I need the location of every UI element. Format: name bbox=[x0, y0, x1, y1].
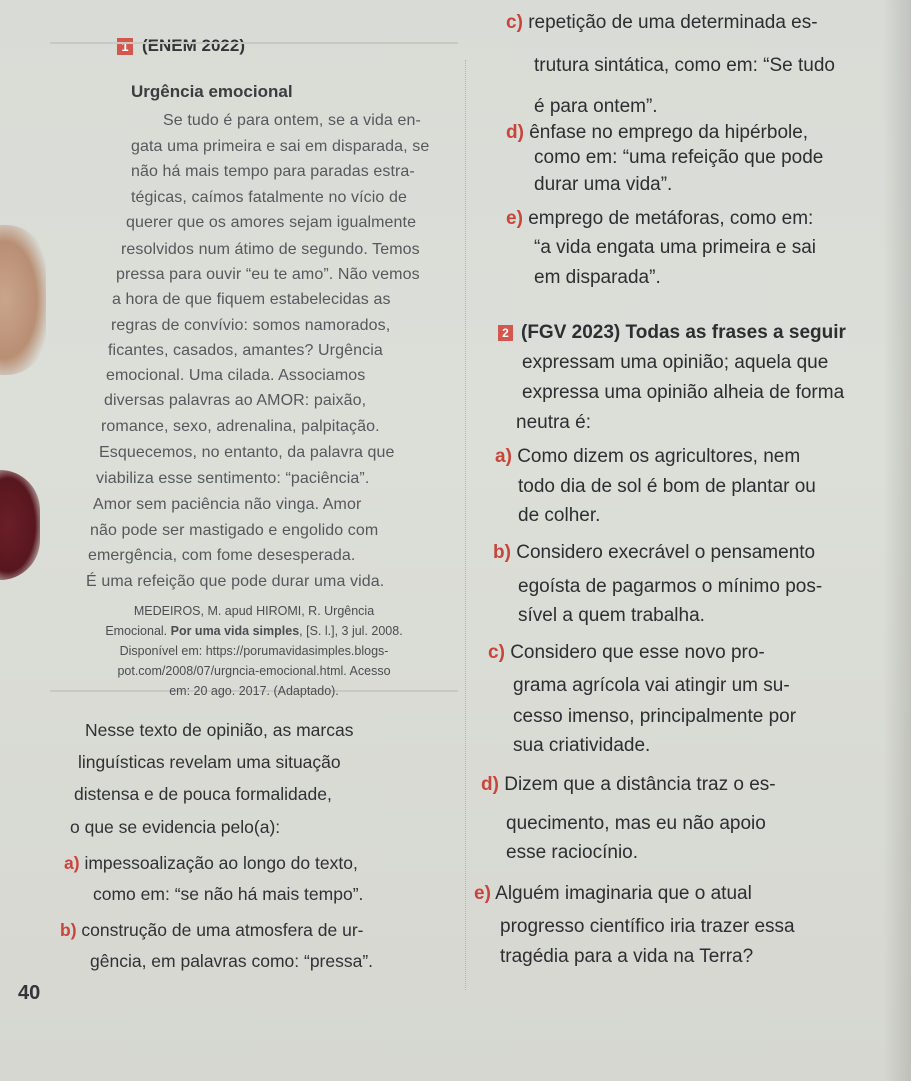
reading-line: não há mais tempo para paradas estra- bbox=[131, 163, 415, 180]
option-c-continuation: trutura sintática, como em: “Se tudo bbox=[534, 55, 835, 76]
page-number: 40 bbox=[18, 982, 41, 1004]
option-a[interactable]: a) impessoalização ao longo do texto, bbox=[64, 853, 358, 873]
option-d-continuation: como em: “uma refeição que pode bbox=[534, 147, 824, 168]
reading-line: não pode ser mastigado e engolido com bbox=[90, 522, 379, 539]
option-b-continuation: gência, em palavras como: “pressa”. bbox=[90, 951, 374, 971]
question-stem-line: distensa e de pouca formalidade, bbox=[74, 784, 332, 804]
option-a-continuation: todo dia de sol é bom de plantar ou bbox=[518, 476, 816, 497]
reading-line: a hora de que fiquem estabelecidas as bbox=[112, 291, 391, 308]
option-c-continuation: é para ontem”. bbox=[534, 96, 658, 117]
option-e-continuation: progresso científico iria trazer essa bbox=[500, 916, 795, 937]
citation-line: Emocional. Por uma vida simples, [S. l.], 3 jul. 2008. bbox=[105, 624, 403, 638]
reading-line: emergência, com fome desesperada. bbox=[88, 547, 356, 564]
option-d-continuation: quecimento, mas eu não apoio bbox=[506, 813, 766, 834]
column-divider bbox=[465, 60, 466, 990]
option-a-continuation: de colher. bbox=[518, 505, 601, 526]
option-a-continuation: como em: “se não há mais tempo”. bbox=[93, 884, 364, 904]
option-d-continuation: esse raciocínio. bbox=[506, 842, 639, 863]
page-edge-shadow bbox=[883, 0, 911, 1081]
question-stem-line: o que se evidencia pelo(a): bbox=[70, 817, 281, 837]
option-b-continuation: sível a quem trabalha. bbox=[518, 605, 705, 626]
reading-line: Se tudo é para ontem, se a vida en- bbox=[163, 112, 421, 129]
option-c[interactable]: c) Considero que esse novo pro- bbox=[488, 642, 765, 663]
option-b[interactable]: b) Considero execrável o pensamento bbox=[493, 542, 816, 563]
reading-line: emocional. Uma cilada. Associamos bbox=[106, 367, 366, 384]
option-d-continuation: durar uma vida”. bbox=[534, 174, 673, 195]
question-stem-line: expressa uma opinião alheia de forma bbox=[522, 382, 845, 403]
option-b-continuation: egoísta de pagarmos o mínimo pos- bbox=[518, 576, 823, 597]
reading-line: romance, sexo, adrenalina, palpitação. bbox=[101, 418, 380, 435]
reading-line: ficantes, casados, amantes? Urgência bbox=[108, 342, 383, 359]
citation-line: em: 20 ago. 2017. (Adaptado). bbox=[169, 684, 339, 698]
option-d[interactable]: d) ênfase no emprego da hipérbole, bbox=[506, 122, 809, 143]
question-stem-line: expressam uma opinião; aquela que bbox=[522, 352, 829, 373]
option-d[interactable]: d) Dizem que a distância traz o es- bbox=[481, 774, 776, 795]
reading-line: diversas palavras ao AMOR: paixão, bbox=[104, 392, 367, 409]
option-c-continuation: cesso imenso, principalmente por bbox=[513, 706, 797, 727]
question-number-badge: 1 bbox=[117, 38, 133, 55]
reading-line: É uma refeição que pode durar uma vida. bbox=[86, 573, 385, 590]
option-c-continuation: sua criatividade. bbox=[513, 735, 651, 756]
reading-line: tégicas, caímos fatalmente no vício de bbox=[131, 189, 407, 206]
reading-title: Urgência emocional bbox=[131, 82, 293, 101]
question-source: (ENEM 2022) bbox=[142, 36, 245, 55]
reading-line: Amor sem paciência não vinga. Amor bbox=[93, 496, 362, 513]
question-2-title: (FGV 2023) Todas as frases a seguir bbox=[521, 322, 846, 343]
citation-line: pot.com/2008/07/urgncia-emocional.html. Acesso bbox=[117, 664, 391, 678]
question-stem-line: linguísticas revelam uma situação bbox=[78, 752, 341, 772]
citation-line: MEDEIROS, M. apud HIROMI, R. Urgência bbox=[133, 604, 375, 618]
option-c-continuation: grama agrícola vai atingir um su- bbox=[513, 675, 790, 696]
reading-line: regras de convívio: somos namorados, bbox=[111, 317, 391, 334]
question-2-header bbox=[498, 322, 846, 344]
option-e[interactable]: e) emprego de metáforas, como em: bbox=[506, 208, 814, 229]
option-c[interactable]: c) repetição de uma determinada es- bbox=[506, 12, 818, 33]
reading-line: pressa para ouvir “eu te amo”. Não vemos bbox=[116, 266, 420, 283]
finger-thumb bbox=[0, 225, 46, 375]
option-e[interactable]: e) Alguém imaginaria que o atual bbox=[474, 883, 752, 904]
finger-nail bbox=[0, 470, 40, 580]
question-number-badge: 2 bbox=[498, 325, 513, 341]
reading-line: Esquecemos, no entanto, da palavra que bbox=[99, 444, 395, 461]
reading-line: resolvidos num átimo de segundo. Temos bbox=[121, 241, 420, 258]
reading-line: gata uma primeira e sai em disparada, se bbox=[131, 138, 430, 155]
option-e-continuation: tragédia para a vida na Terra? bbox=[500, 946, 754, 967]
reading-line: querer que os amores sejam igualmente bbox=[126, 214, 417, 231]
option-b[interactable]: b) construção de uma atmosfera de ur- bbox=[60, 920, 364, 940]
citation-line: Disponível em: https://porumavidasimples.blogs- bbox=[119, 644, 389, 658]
option-a[interactable]: a) Como dizem os agricultores, nem bbox=[495, 446, 801, 467]
reading-line: viabiliza esse sentimento: “paciência”. bbox=[96, 470, 370, 487]
option-e-continuation: “a vida engata uma primeira e sai bbox=[534, 237, 816, 258]
question-stem-line: Nesse texto de opinião, as marcas bbox=[85, 720, 354, 740]
question-stem-line: neutra é: bbox=[516, 412, 591, 433]
option-e-continuation: em disparada”. bbox=[534, 267, 661, 288]
